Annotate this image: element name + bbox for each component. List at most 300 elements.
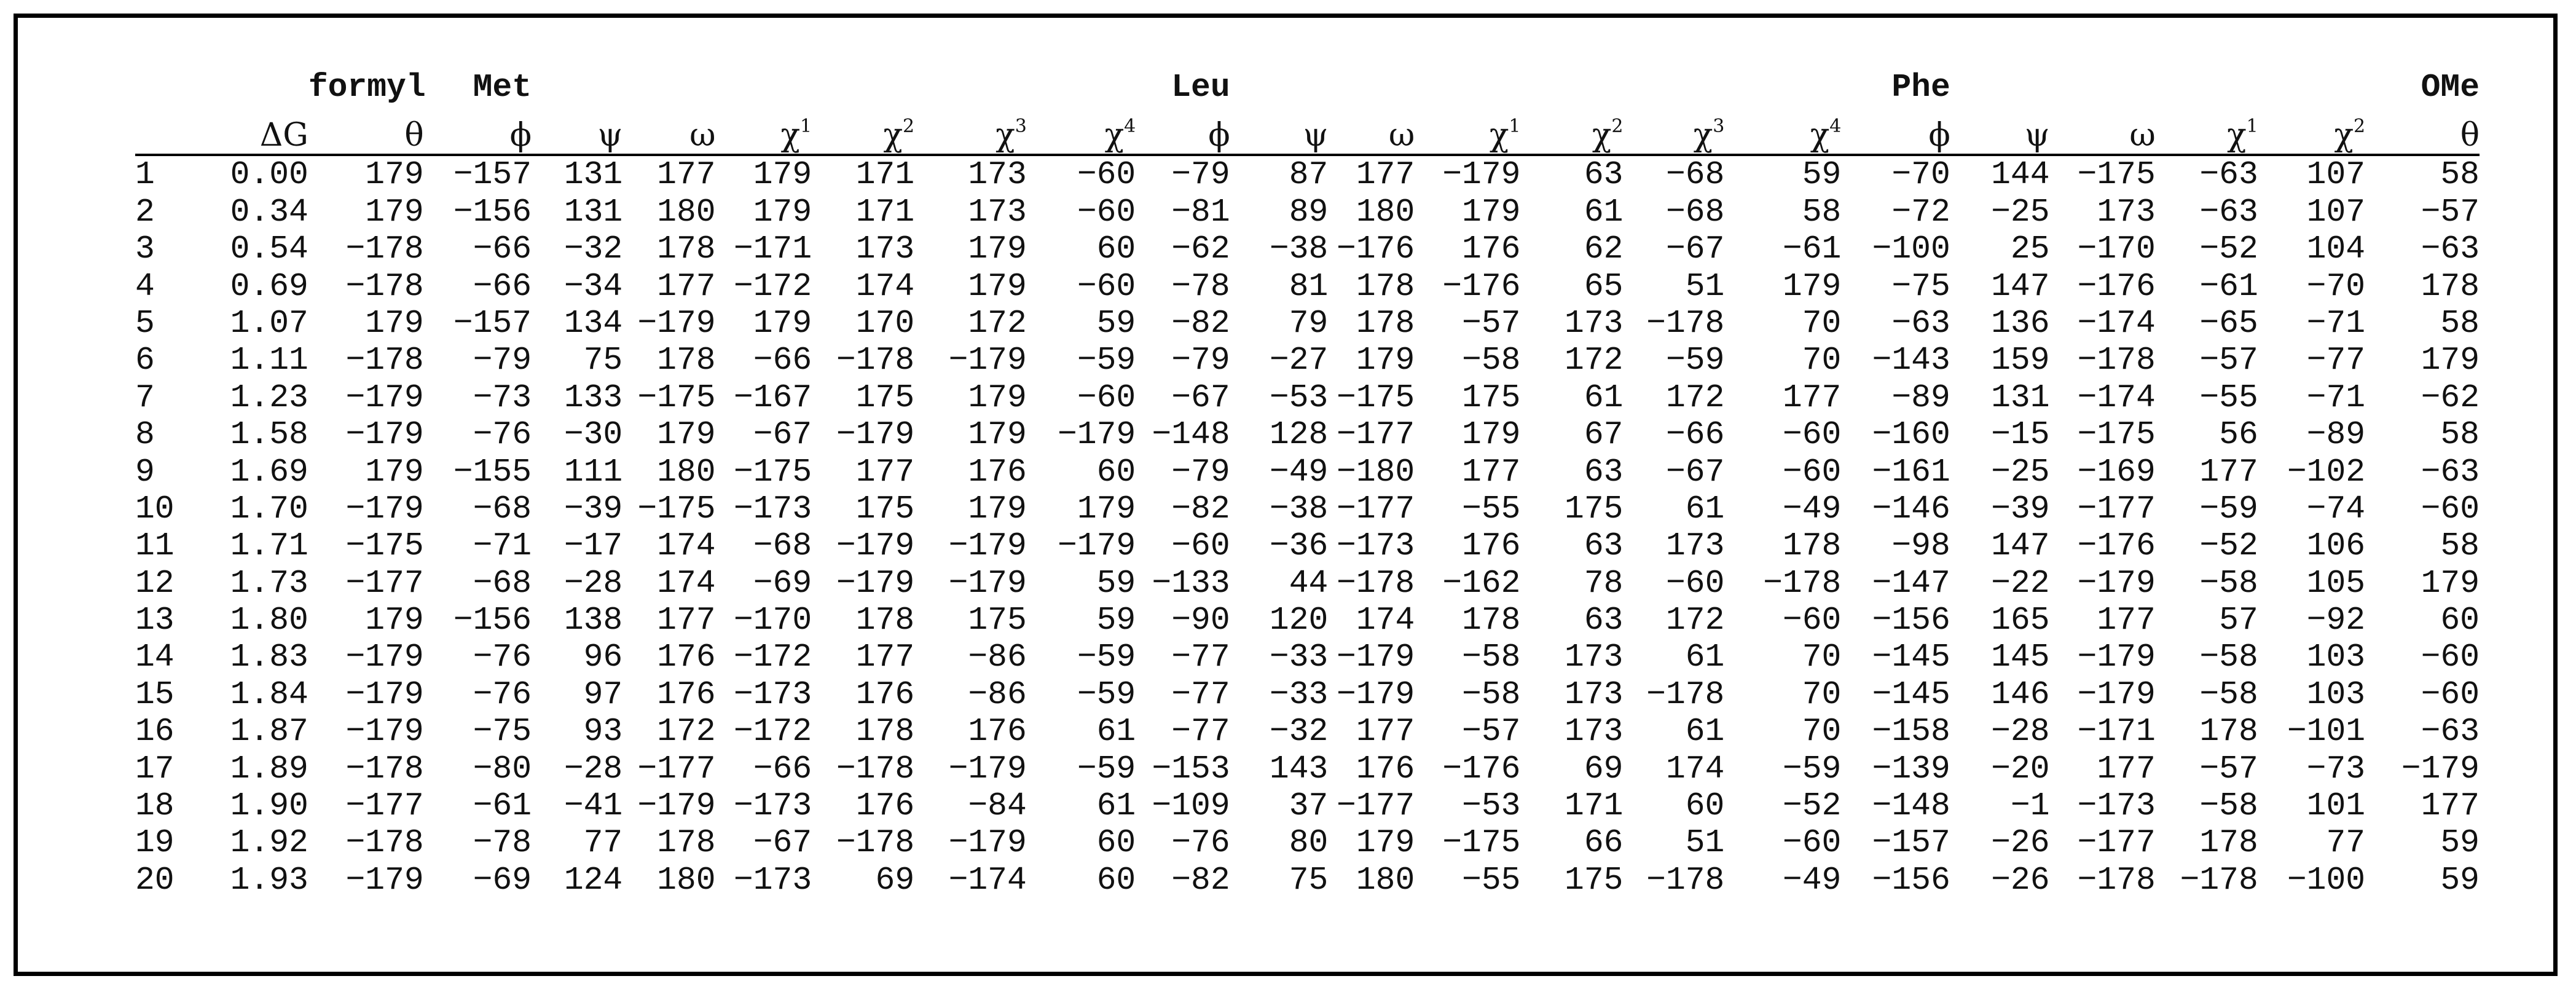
table-cell: −66 bbox=[473, 267, 532, 305]
table-cell: −176 bbox=[2077, 267, 2156, 305]
table-cell: −178 bbox=[2180, 861, 2258, 899]
column-header-symbol: ϕ bbox=[509, 117, 532, 154]
conformer-index: 17 bbox=[135, 750, 175, 787]
conformer-index: 14 bbox=[135, 639, 175, 676]
table-cell: 80 bbox=[1289, 824, 1329, 862]
table-cell: −175 bbox=[637, 490, 716, 527]
table-cell: −178 bbox=[345, 230, 424, 268]
table-cell: 61 bbox=[1096, 713, 1136, 750]
table-cell: −162 bbox=[1442, 564, 1521, 602]
table-cell: −71 bbox=[2306, 379, 2366, 416]
table-cell: 179 bbox=[1356, 824, 1415, 862]
column-header-symbol: χ bbox=[1489, 117, 1509, 154]
table-cell: −178 bbox=[1646, 861, 1725, 899]
table-cell: 178 bbox=[1782, 527, 1842, 565]
table-cell: 179 bbox=[365, 453, 424, 490]
conformer-index: 10 bbox=[135, 490, 175, 527]
table-cell: −178 bbox=[1646, 304, 1725, 342]
column-header bbox=[1950, 106, 2050, 155]
conformer-index: 12 bbox=[135, 564, 175, 602]
column-header-superscript: 1 bbox=[2246, 116, 2258, 137]
table-cell: 146 bbox=[1991, 675, 2050, 713]
table-row bbox=[135, 675, 2480, 712]
table-cell: −60 bbox=[1077, 267, 1136, 305]
conformer-index: 3 bbox=[135, 230, 155, 268]
conformer-index: 7 bbox=[135, 379, 155, 416]
table-cell: 75 bbox=[1289, 861, 1329, 899]
column-header-superscript: 2 bbox=[2353, 116, 2366, 137]
table-cell: −161 bbox=[1872, 453, 1950, 490]
table-cell: −58 bbox=[2199, 675, 2258, 713]
conformer-index: 20 bbox=[135, 861, 175, 899]
table-cell: 58 bbox=[2440, 416, 2480, 454]
table-cell: 97 bbox=[583, 675, 623, 713]
table-cell: −76 bbox=[473, 639, 532, 676]
table-cell: −178 bbox=[2077, 342, 2156, 379]
table-cell: −143 bbox=[1872, 342, 1950, 379]
table-cell: −173 bbox=[733, 861, 812, 899]
table-cell: −157 bbox=[453, 304, 532, 342]
conformer-index: 11 bbox=[135, 527, 175, 565]
table-cell: 60 bbox=[1685, 787, 1725, 825]
table-cell: 178 bbox=[2421, 267, 2480, 305]
table-cell: −53 bbox=[1269, 379, 1329, 416]
table-cell: 179 bbox=[753, 193, 812, 230]
table-cell: 172 bbox=[968, 304, 1027, 342]
table-cell: −55 bbox=[1462, 490, 1521, 527]
table-cell: −63 bbox=[2199, 193, 2258, 230]
table-cell: −179 bbox=[1337, 675, 1415, 713]
table-cell: −60 bbox=[1782, 602, 1842, 639]
table-cell: 175 bbox=[855, 490, 915, 527]
table-row bbox=[135, 713, 2480, 750]
table-cell: −179 bbox=[345, 379, 424, 416]
table-cell: 0.54 bbox=[230, 230, 308, 268]
table-cell: 61 bbox=[1685, 639, 1725, 676]
column-header bbox=[1623, 106, 1724, 155]
table-cell: −39 bbox=[564, 490, 623, 527]
table-cell: −63 bbox=[2421, 713, 2480, 750]
table-cell: −57 bbox=[1462, 713, 1521, 750]
table-cell: −70 bbox=[1891, 156, 1950, 194]
table-cell: 124 bbox=[564, 861, 623, 899]
residue-ome: OMe bbox=[2421, 69, 2480, 106]
table-cell: −178 bbox=[345, 267, 424, 305]
table-row bbox=[135, 267, 2480, 304]
column-header bbox=[1027, 106, 1136, 155]
table-cell: 131 bbox=[564, 156, 623, 194]
table-cell: 58 bbox=[2440, 527, 2480, 565]
table-cell: 67 bbox=[1584, 416, 1624, 454]
table-cell: 178 bbox=[1462, 602, 1521, 639]
table-cell: 176 bbox=[1356, 750, 1415, 787]
table-cell: −36 bbox=[1269, 527, 1329, 565]
table-row bbox=[135, 861, 2480, 898]
table-cell: −79 bbox=[473, 342, 532, 379]
table-cell: 179 bbox=[365, 193, 424, 230]
table-cell: 180 bbox=[657, 193, 716, 230]
table-cell: −173 bbox=[733, 787, 812, 825]
table-cell: 179 bbox=[2421, 564, 2480, 602]
table-cell: 61 bbox=[1685, 713, 1725, 750]
table-cell: 58 bbox=[1802, 193, 1842, 230]
table-row bbox=[135, 416, 2480, 453]
table-cell: 1.58 bbox=[230, 416, 308, 454]
table-cell: −175 bbox=[733, 453, 812, 490]
table-cell: −73 bbox=[2306, 750, 2366, 787]
table-cell: 107 bbox=[2306, 156, 2366, 194]
table-cell: 159 bbox=[1991, 342, 2050, 379]
conformer-index: 13 bbox=[135, 602, 175, 639]
table-cell: −68 bbox=[473, 564, 532, 602]
table-cell: −80 bbox=[473, 750, 532, 787]
column-header-symbol: ω bbox=[2129, 117, 2156, 154]
table-cell: −22 bbox=[1991, 564, 2050, 602]
table-cell: −89 bbox=[2306, 416, 2366, 454]
table-cell: −41 bbox=[564, 787, 623, 825]
column-header-symbol: χ bbox=[995, 117, 1015, 154]
column-header-superscript: 1 bbox=[800, 116, 812, 137]
table-cell: −52 bbox=[1782, 787, 1842, 825]
table-cell: −167 bbox=[733, 379, 812, 416]
table-cell: −178 bbox=[836, 824, 915, 862]
table-cell: −172 bbox=[733, 267, 812, 305]
table-cell: −179 bbox=[948, 824, 1027, 862]
table-cell: −176 bbox=[1442, 267, 1521, 305]
table-cell: −175 bbox=[1442, 824, 1521, 862]
table-cell: −59 bbox=[1077, 675, 1136, 713]
table-row bbox=[135, 193, 2480, 230]
table-cell: 179 bbox=[365, 156, 424, 194]
table-cell: −158 bbox=[1872, 713, 1950, 750]
table-cell: 173 bbox=[1565, 675, 1624, 713]
column-header bbox=[193, 106, 308, 155]
column-header-superscript: 3 bbox=[1713, 116, 1725, 137]
table-cell: 58 bbox=[2440, 304, 2480, 342]
table-cell: −60 bbox=[1077, 379, 1136, 416]
table-cell: −175 bbox=[637, 379, 716, 416]
table-cell: −175 bbox=[2077, 416, 2156, 454]
table-cell: 63 bbox=[1584, 453, 1624, 490]
column-header bbox=[135, 106, 193, 155]
table-cell: −60 bbox=[1077, 193, 1136, 230]
table-cell: 179 bbox=[657, 416, 716, 454]
table-cell: −52 bbox=[2199, 527, 2258, 565]
table-cell: 66 bbox=[1584, 824, 1624, 862]
table-cell: 61 bbox=[1685, 490, 1725, 527]
table-cell: −178 bbox=[345, 750, 424, 787]
table-cell: 179 bbox=[753, 156, 812, 194]
table-cell: −179 bbox=[1337, 639, 1415, 676]
table-cell: −33 bbox=[1269, 639, 1329, 676]
residue-met: Met bbox=[473, 69, 532, 106]
table-cell: 178 bbox=[855, 713, 915, 750]
table-cell: 165 bbox=[1991, 602, 2050, 639]
table-cell: 44 bbox=[1289, 564, 1329, 602]
table-cell: −172 bbox=[733, 713, 812, 750]
table-cell: −148 bbox=[1872, 787, 1950, 825]
table-cell: −59 bbox=[1077, 639, 1136, 676]
table-cell: −179 bbox=[1058, 416, 1136, 454]
table-cell: −82 bbox=[1171, 861, 1230, 899]
column-header bbox=[2258, 106, 2365, 155]
table-cell: −176 bbox=[1337, 230, 1415, 268]
table-cell: −179 bbox=[2077, 564, 2156, 602]
table-cell: −101 bbox=[2287, 713, 2366, 750]
table-cell: 120 bbox=[1269, 602, 1329, 639]
table-cell: 60 bbox=[1096, 230, 1136, 268]
table-cell: −146 bbox=[1872, 490, 1950, 527]
table-cell: −156 bbox=[453, 193, 532, 230]
table-cell: −156 bbox=[453, 602, 532, 639]
table-cell: 134 bbox=[564, 304, 623, 342]
column-header-symbol: χ bbox=[780, 117, 801, 154]
table-row bbox=[135, 342, 2480, 379]
table-cell: −174 bbox=[948, 861, 1027, 899]
table-cell: −59 bbox=[1782, 750, 1842, 787]
table-cell: −173 bbox=[733, 675, 812, 713]
table-cell: −179 bbox=[345, 416, 424, 454]
table-cell: 179 bbox=[968, 379, 1027, 416]
table-cell: −77 bbox=[1171, 639, 1230, 676]
table-cell: −179 bbox=[1442, 156, 1521, 194]
table-cell: 173 bbox=[1565, 713, 1624, 750]
table-cell: 1.89 bbox=[230, 750, 308, 787]
table-cell: 177 bbox=[1356, 156, 1415, 194]
table-cell: 1.69 bbox=[230, 453, 308, 490]
table-cell: −32 bbox=[1269, 713, 1329, 750]
table-cell: −179 bbox=[637, 787, 716, 825]
table-row bbox=[135, 230, 2480, 267]
table-cell: 59 bbox=[1096, 602, 1136, 639]
table-cell: −58 bbox=[2199, 787, 2258, 825]
conformer-index: 8 bbox=[135, 416, 155, 454]
table-cell: −147 bbox=[1872, 564, 1950, 602]
table-cell: 180 bbox=[657, 453, 716, 490]
table-cell: 57 bbox=[2219, 602, 2258, 639]
table-cell: −49 bbox=[1782, 490, 1842, 527]
table-cell: −25 bbox=[1991, 193, 2050, 230]
table-cell: 179 bbox=[753, 304, 812, 342]
table-cell: 172 bbox=[1665, 602, 1725, 639]
table-cell: −60 bbox=[2421, 639, 2480, 676]
table-cell: 1.83 bbox=[230, 639, 308, 676]
table-cell: −60 bbox=[2421, 490, 2480, 527]
table-cell: −160 bbox=[1872, 416, 1950, 454]
table-cell: −178 bbox=[836, 342, 915, 379]
table-cell: −57 bbox=[2199, 750, 2258, 787]
table-cell: 178 bbox=[855, 602, 915, 639]
table-cell: −81 bbox=[1171, 193, 1230, 230]
column-header bbox=[1520, 106, 1623, 155]
table-cell: 1.07 bbox=[230, 304, 308, 342]
table-cell: 179 bbox=[365, 304, 424, 342]
table-cell: 175 bbox=[855, 379, 915, 416]
angle-header-row bbox=[135, 106, 2480, 155]
column-header-symbol: ΔG bbox=[259, 117, 308, 154]
conformer-index: 2 bbox=[135, 193, 155, 230]
table-cell: −98 bbox=[1891, 527, 1950, 565]
table-cell: −58 bbox=[1462, 675, 1521, 713]
column-header-symbol: θ bbox=[404, 117, 424, 154]
column-header bbox=[1136, 106, 1230, 155]
table-cell: 1.93 bbox=[230, 861, 308, 899]
table-cell: −173 bbox=[1337, 527, 1415, 565]
table-cell: −65 bbox=[2199, 304, 2258, 342]
table-cell: −177 bbox=[637, 750, 716, 787]
table-cell: −145 bbox=[1872, 675, 1950, 713]
table-row bbox=[135, 750, 2480, 787]
table-cell: 177 bbox=[2199, 453, 2258, 490]
table-cell: −61 bbox=[1782, 230, 1842, 268]
table-cell: 1.23 bbox=[230, 379, 308, 416]
table-cell: 179 bbox=[1462, 416, 1521, 454]
table-cell: 179 bbox=[1077, 490, 1136, 527]
table-cell: −174 bbox=[2077, 304, 2156, 342]
table-cell: 173 bbox=[2097, 193, 2156, 230]
table-cell: −179 bbox=[1058, 527, 1136, 565]
column-header-superscript: 4 bbox=[1829, 116, 1842, 137]
table-cell: −148 bbox=[1152, 416, 1230, 454]
table-cell: 133 bbox=[564, 379, 623, 416]
table-cell: 63 bbox=[1584, 602, 1624, 639]
table-cell: 101 bbox=[2306, 787, 2366, 825]
table-cell: −57 bbox=[2421, 193, 2480, 230]
residue-formyl: formyl bbox=[308, 69, 426, 106]
conformer-index: 1 bbox=[135, 156, 155, 194]
column-header bbox=[1841, 106, 1950, 155]
table-cell: −177 bbox=[2077, 490, 2156, 527]
table-cell: 1.70 bbox=[230, 490, 308, 527]
column-header-superscript: 2 bbox=[903, 116, 915, 137]
table-cell: 176 bbox=[1462, 230, 1521, 268]
table-cell: 174 bbox=[1665, 750, 1725, 787]
column-header bbox=[308, 106, 424, 155]
table-cell: −33 bbox=[1269, 675, 1329, 713]
table-cell: 174 bbox=[855, 267, 915, 305]
table-cell: −49 bbox=[1269, 453, 1329, 490]
table-cell: −180 bbox=[1337, 453, 1415, 490]
table-cell: −1 bbox=[2010, 787, 2050, 825]
table-cell: −77 bbox=[1171, 713, 1230, 750]
table-cell: 103 bbox=[2306, 675, 2366, 713]
table-cell: 25 bbox=[2010, 230, 2050, 268]
table-cell: 56 bbox=[2219, 416, 2258, 454]
table-cell: 179 bbox=[968, 230, 1027, 268]
table-cell: 1.11 bbox=[230, 342, 308, 379]
conformer-index: 9 bbox=[135, 453, 155, 490]
table-cell: −68 bbox=[753, 527, 812, 565]
table-cell: 60 bbox=[1096, 453, 1136, 490]
table-cell: −86 bbox=[968, 639, 1027, 676]
table-cell: 75 bbox=[583, 342, 623, 379]
table-cell: 87 bbox=[1289, 156, 1329, 194]
table-cell: 70 bbox=[1802, 713, 1842, 750]
table-cell: 147 bbox=[1991, 267, 2050, 305]
table-cell: −62 bbox=[1171, 230, 1230, 268]
table-cell: −139 bbox=[1872, 750, 1950, 787]
table-cell: −177 bbox=[2077, 824, 2156, 862]
table-cell: 172 bbox=[657, 713, 716, 750]
table-cell: −179 bbox=[345, 675, 424, 713]
table-cell: −178 bbox=[2077, 861, 2156, 899]
table-cell: 58 bbox=[2440, 156, 2480, 194]
table-cell: −170 bbox=[733, 602, 812, 639]
column-header bbox=[622, 106, 715, 155]
table-cell: −68 bbox=[473, 490, 532, 527]
table-cell: 176 bbox=[968, 453, 1027, 490]
table-cell: 1.84 bbox=[230, 675, 308, 713]
table-cell: −175 bbox=[1337, 379, 1415, 416]
table-cell: 174 bbox=[657, 527, 716, 565]
table-cell: −57 bbox=[2199, 342, 2258, 379]
table-cell: 105 bbox=[2306, 564, 2366, 602]
table-cell: 177 bbox=[657, 267, 716, 305]
column-header-symbol: χ bbox=[1693, 117, 1713, 154]
table-cell: 173 bbox=[855, 230, 915, 268]
table-cell: 104 bbox=[2306, 230, 2366, 268]
table-row bbox=[135, 379, 2480, 415]
column-header-symbol: ω bbox=[1388, 117, 1415, 154]
table-cell: −75 bbox=[473, 713, 532, 750]
table-cell: 177 bbox=[657, 602, 716, 639]
conformer-index: 16 bbox=[135, 713, 175, 750]
table-cell: −179 bbox=[2077, 639, 2156, 676]
table-cell: 65 bbox=[1584, 267, 1624, 305]
table-cell: 179 bbox=[968, 490, 1027, 527]
table-cell: −61 bbox=[473, 787, 532, 825]
table-cell: −74 bbox=[2306, 490, 2366, 527]
table-cell: 176 bbox=[855, 675, 915, 713]
table-cell: −69 bbox=[753, 564, 812, 602]
table-cell: −178 bbox=[345, 824, 424, 862]
table-cell: −179 bbox=[948, 564, 1027, 602]
table-cell: 69 bbox=[875, 861, 915, 899]
table-cell: 62 bbox=[1584, 230, 1624, 268]
table-cell: 176 bbox=[1462, 527, 1521, 565]
table-cell: −90 bbox=[1171, 602, 1230, 639]
table-cell: −28 bbox=[564, 750, 623, 787]
table-cell: 107 bbox=[2306, 193, 2366, 230]
table-cell: 70 bbox=[1802, 342, 1842, 379]
table-cell: −57 bbox=[1462, 304, 1521, 342]
table-cell: −52 bbox=[2199, 230, 2258, 268]
table-cell: −68 bbox=[1665, 193, 1725, 230]
table-cell: −157 bbox=[453, 156, 532, 194]
column-header-symbol: ψ bbox=[1303, 117, 1329, 154]
table-cell: −179 bbox=[948, 342, 1027, 379]
column-header bbox=[1230, 106, 1329, 155]
table-cell: −77 bbox=[2306, 342, 2366, 379]
column-header bbox=[424, 106, 532, 155]
table-cell: 176 bbox=[657, 675, 716, 713]
table-cell: −155 bbox=[453, 453, 532, 490]
table-cell: 136 bbox=[1991, 304, 2050, 342]
table-cell: 131 bbox=[1991, 379, 2050, 416]
column-header-symbol: ϕ bbox=[1208, 117, 1230, 154]
table-cell: −67 bbox=[1665, 453, 1725, 490]
table-cell: −76 bbox=[473, 416, 532, 454]
table-cell: 1.92 bbox=[230, 824, 308, 862]
table-cell: −60 bbox=[1782, 824, 1842, 862]
table-cell: −25 bbox=[1991, 453, 2050, 490]
column-header-symbol: χ bbox=[1592, 117, 1612, 154]
conformer-index: 18 bbox=[135, 787, 175, 825]
table-cell: −70 bbox=[2306, 267, 2366, 305]
column-header bbox=[1724, 106, 1841, 155]
table-row bbox=[135, 602, 2480, 639]
column-header-symbol: θ bbox=[2460, 117, 2480, 154]
